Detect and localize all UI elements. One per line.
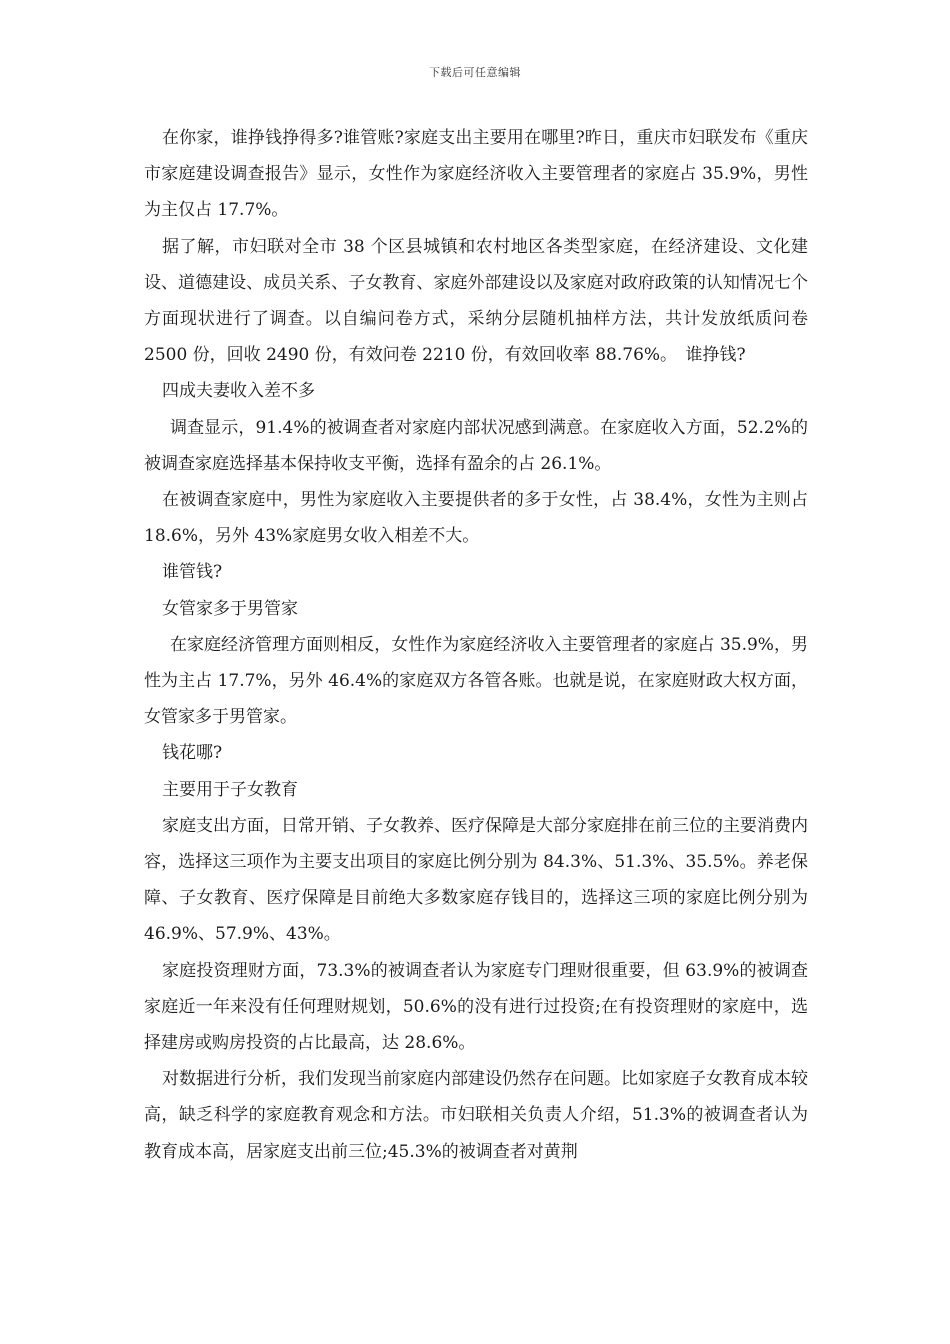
subheading-education: 主要用于子女教育 xyxy=(162,779,298,800)
paragraph-investment: 家庭投资理财方面，73.3%的被调查者认为家庭专门理财很重要，但 63.9%的被调查家庭近一年来没有任何理财规划，50.6%的没有进行过投资;在有投资理财的家庭中，选择建房或购房投资的占比最高，达 28.6%。 xyxy=(144,960,808,1054)
paragraph-income-provider: 在被调查家庭中，男性为家庭收入主要提供者的多于女性，占 38.4%，女性为主则占 18.6%，另外 43%家庭男女收入相差不大。 xyxy=(144,490,808,547)
page-header: 下载后可任意编辑 xyxy=(429,66,521,79)
subheading-female-managers: 女管家多于男管家 xyxy=(162,598,298,619)
subheading-income: 四成夫妻收入差不多 xyxy=(162,381,315,402)
article-body xyxy=(144,120,808,1170)
paragraph-intro: 在你家，谁挣钱挣得多?谁管账?家庭支出主要用在哪里?昨日，重庆市妇联发布《重庆市家庭建设调查报告》显示，女性作为家庭经济收入主要管理者的家庭占 35.9%，男性为主仅占 17.7%。 xyxy=(144,128,808,221)
section-heading-where-spent: 钱花哪? xyxy=(162,743,223,764)
paragraph-management: 在家庭经济管理方面则相反，女性作为家庭经济收入主要管理者的家庭占 35.9%，男性为主占 17.7%，另外 46.4%的家庭双方各管各账。也就是说，在家庭财政大权方面，女管家多于男管家。 xyxy=(144,634,808,728)
paragraph-survey-method: 据了解，市妇联对全市 38 个区县城镇和农村地区各类型家庭，在经济建设、文化建设、道德建设、成员关系、子女教育、家庭外部建设以及家庭对政府政策的认知情况七个方面现状进行了调查。以自编问卷方式，采纳分层随机抽样方法，共计发放纸质问卷 2500 份，回收 2490 份，有效问卷 2210 份，有效回收率 88.76%。 谁挣钱? xyxy=(144,236,808,366)
paragraph-satisfaction: 调查显示，91.4%的被调查者对家庭内部状况感到满意。在家庭收入方面，52.2%的被调查家庭选择基本保持收支平衡，选择有盈余的占 26.1%。 xyxy=(144,417,808,474)
paragraph-analysis: 对数据进行分析，我们发现当前家庭内部建设仍然存在问题。比如家庭子女教育成本较高，缺乏科学的家庭教育观念和方法。市妇联相关负责人介绍，51.3%的被调查者认为教育成本高，居家庭支出前三位;45.3%的被调查者对黄荆 xyxy=(144,1069,808,1162)
section-heading-who-manages: 谁管钱? xyxy=(162,562,223,583)
paragraph-expenditure: 家庭支出方面，日常开销、子女教养、医疗保障是大部分家庭排在前三位的主要消费内容，选择这三项作为主要支出项目的家庭比例分别为 84.3%、51.3%、35.5%。养老保障、子女教育、医疗保障是目前绝大多数家庭存钱目的，选择这三项的家庭比例分别为 46.9%、57.9%、43%。 xyxy=(144,815,808,945)
